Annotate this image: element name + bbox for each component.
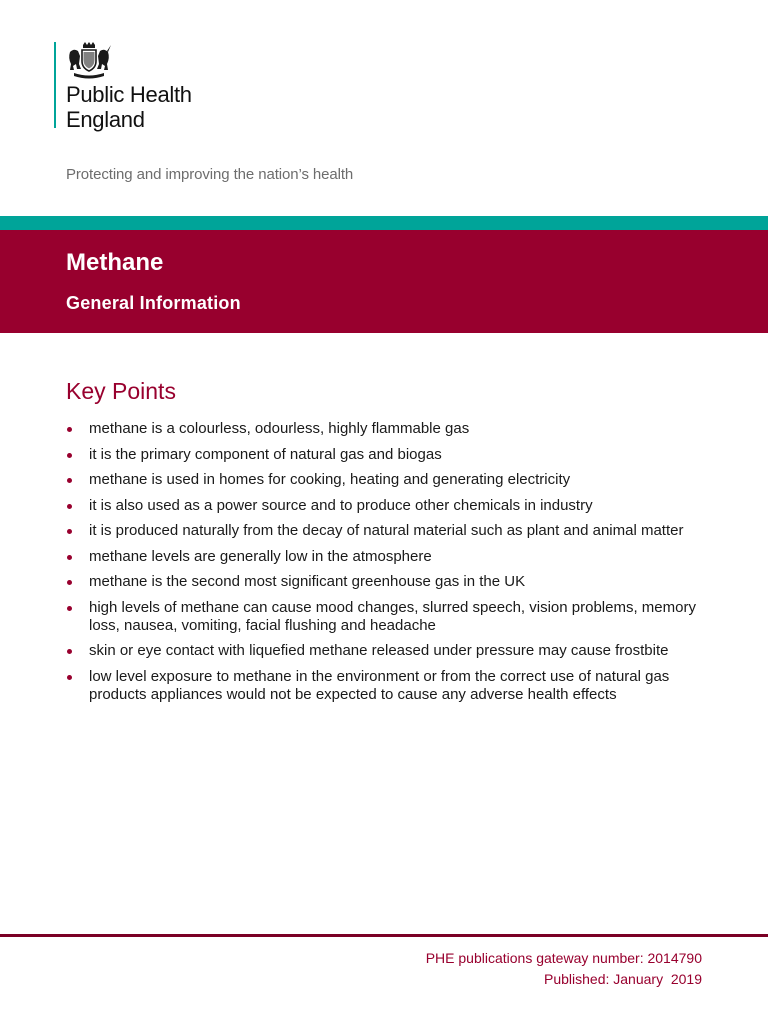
list-item [66, 548, 706, 566]
list-item [66, 522, 706, 540]
bullet-icon [67, 675, 72, 680]
bullet-icon [67, 555, 72, 560]
document-subtitle: General Information [66, 293, 241, 313]
phe-logo [54, 42, 192, 132]
bullet-icon [67, 504, 72, 509]
bullet-icon [67, 649, 72, 654]
org-name-line1: Public Health [66, 82, 192, 107]
list-item-text: methane is the second most significant greenhouse gas in the UK [89, 573, 526, 590]
list-item [66, 599, 706, 635]
list-item [66, 420, 706, 438]
list-item-text: it is produced naturally from the decay of natural material such as plant and animal matter [89, 522, 684, 539]
bullet-icon [67, 606, 72, 611]
tagline: Protecting and improving the nation’s health [66, 166, 354, 183]
list-item [66, 497, 706, 515]
key-points-list [66, 420, 706, 711]
list-item-text: skin or eye contact with liquefied methane released under pressure may cause frostbite [89, 642, 669, 659]
list-item [66, 642, 706, 660]
royal-coat-of-arms-icon [66, 42, 112, 80]
footer [426, 948, 702, 990]
list-item [66, 573, 706, 591]
published-date: Published: January 2019 [544, 971, 702, 987]
list-item-text: methane is a colourless, odourless, highly flammable gas [89, 420, 470, 437]
list-item [66, 446, 706, 464]
list-item-text: it is the primary component of natural gas and biogas [89, 445, 442, 463]
key-points-heading: Key Points [66, 378, 176, 404]
list-item [66, 668, 706, 704]
list-item [66, 471, 706, 489]
list-item-text: methane is used in homes for cooking, heating and generating electricity [89, 471, 571, 488]
title-band [0, 230, 768, 333]
bullet-icon [67, 478, 72, 483]
footer-divider [0, 934, 768, 937]
teal-accent-bar [0, 216, 768, 230]
document-title: Methane [66, 249, 164, 276]
list-item-text: low level exposure to methane in the environment or from the correct use of natural gas products appliances would not be expected to cause any adverse health effects [89, 667, 670, 703]
bullet-icon [67, 453, 72, 458]
gateway-number: PHE publications gateway number: 2014790 [425, 950, 702, 966]
bullet-icon [67, 529, 72, 534]
organisation-name [66, 82, 192, 132]
bullet-icon [67, 580, 72, 585]
bullet-icon [67, 427, 72, 432]
list-item-text: high levels of methane can cause mood changes, slurred speech, vision problems, memory loss, nausea, vomiting, facial flushing and headache [89, 598, 696, 634]
org-name-line2: England [66, 107, 145, 132]
list-item-text: methane levels are generally low in the atmosphere [89, 547, 432, 565]
list-item-text: it is also used as a power source and to produce other chemicals in industry [89, 496, 593, 514]
